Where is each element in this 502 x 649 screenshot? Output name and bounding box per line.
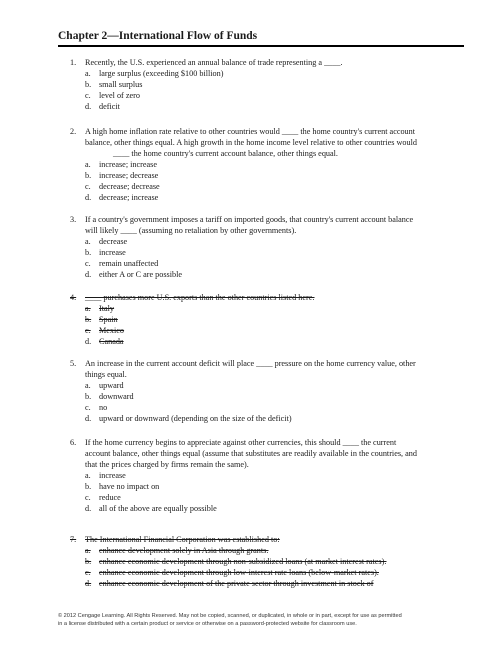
option-a: a. increase [85,471,126,480]
option-b: b. small surplus [85,80,143,89]
option-c: c. decrease; decrease [85,182,160,191]
stem-line: ____ the home country's current account balance, other things equal. [113,149,338,158]
copyright-footer [58,612,468,628]
option-c: c. reduce [85,493,121,502]
option-b: b. Spain [85,315,118,324]
question-stem [70,57,460,68]
option-d: d. deficit [85,102,120,111]
stem-line: will likely ____ (assuming no retaliation by other governments). [85,226,297,235]
question-number: 5. [70,359,77,368]
footer-line-1: © 2012 Cengage Learning. All Rights Reserved. May not be copied, scanned, or duplicated, in whole or in part, except for use as permitted [58,613,402,619]
option-c: c. Mexico [85,326,125,335]
option-c: c. enhance economic development through low-interest rate loans (below-market rates). [85,568,379,577]
stem-line: The International Financial Corporation was established to: [85,535,280,544]
stem-line: An increase in the current account deficit will place ____ pressure on the home currency value, other [85,359,416,368]
option-a: a. increase; increase [85,160,157,169]
stem-line: If a country's government imposes a tariff on imported goods, that country's current account balance [85,215,414,224]
option-list [70,236,460,280]
question-stem [70,292,460,303]
question-7 [70,534,460,589]
question-1 [70,57,460,112]
question-6 [70,437,460,514]
option-list [70,159,460,203]
option-d: d. all of the above are equally possible [85,504,217,513]
option-list [70,68,460,112]
stem-line: things equal. [85,370,127,379]
question-number: 7. [70,535,77,544]
question-stem [70,126,460,159]
option-c: c. level of zero [85,91,140,100]
stem-line: balance, other things equal. A high growth in the home income level relative to other countries would [85,138,417,147]
option-b: b. enhance economic development through non-subsidized loans (at market interest rates). [85,557,387,566]
stem-line: Recently, the U.S. experienced an annual balance of trade representing a ____. [85,58,343,67]
stem-line: ____ purchases more U.S. exports than the other countries listed here. [85,293,315,302]
question-number: 2. [70,127,77,136]
option-c: c. no [85,403,108,412]
question-number: 6. [70,438,77,447]
question-2 [70,126,460,203]
stem-line: If the home currency begins to appreciate against other currencies, this should ____ the current [85,438,397,447]
option-a: a. upward [85,381,124,390]
option-b: b. downward [85,392,134,401]
page-title: Chapter 2—International Flow of Funds [58,30,258,42]
question-number: 1. [70,58,77,67]
question-4 [70,292,460,347]
option-list [70,380,460,424]
question-stem [70,437,460,470]
stem-line: A high home inflation rate relative to other countries would ____ the home country's current account [85,127,416,136]
option-b: b. increase; decrease [85,171,159,180]
option-d: d. either A or C are possible [85,270,182,279]
option-c: c. remain unaffected [85,259,159,268]
option-list [70,303,460,347]
option-list [70,470,460,514]
option-a: a. large surplus (exceeding $100 billion) [85,69,224,78]
question-stem [70,534,460,545]
option-d: d. upward or downward (depending on the size of the deficit) [85,414,292,423]
question-3 [70,214,460,280]
option-d: d. decrease; increase [85,193,159,202]
question-stem [70,358,460,380]
option-list [70,545,460,589]
option-d: d. Canada [85,337,124,346]
question-number: 4. [70,293,77,302]
question-number: 3. [70,215,77,224]
question-stem [70,214,460,236]
header-rule [58,45,464,47]
option-d: d. enhance economic development of the private sector through investment in stock of [85,579,374,588]
option-b: b. increase [85,248,126,257]
option-a: a. Italy [85,304,115,313]
question-5 [70,358,460,424]
stem-line: that the prices charged by firms remain the same). [85,460,249,469]
footer-line-2: in a license distributed with a certain product or service or otherwise on a password-protected website for classroom use. [58,621,357,627]
option-a: a. decrease [85,237,128,246]
option-a: a. enhance development solely in Asia through grants. [85,546,269,555]
option-b: b. have no impact on [85,482,160,491]
stem-line: account balance, other things equal (assume that substitutes are readily available in the countries, and [85,449,417,458]
